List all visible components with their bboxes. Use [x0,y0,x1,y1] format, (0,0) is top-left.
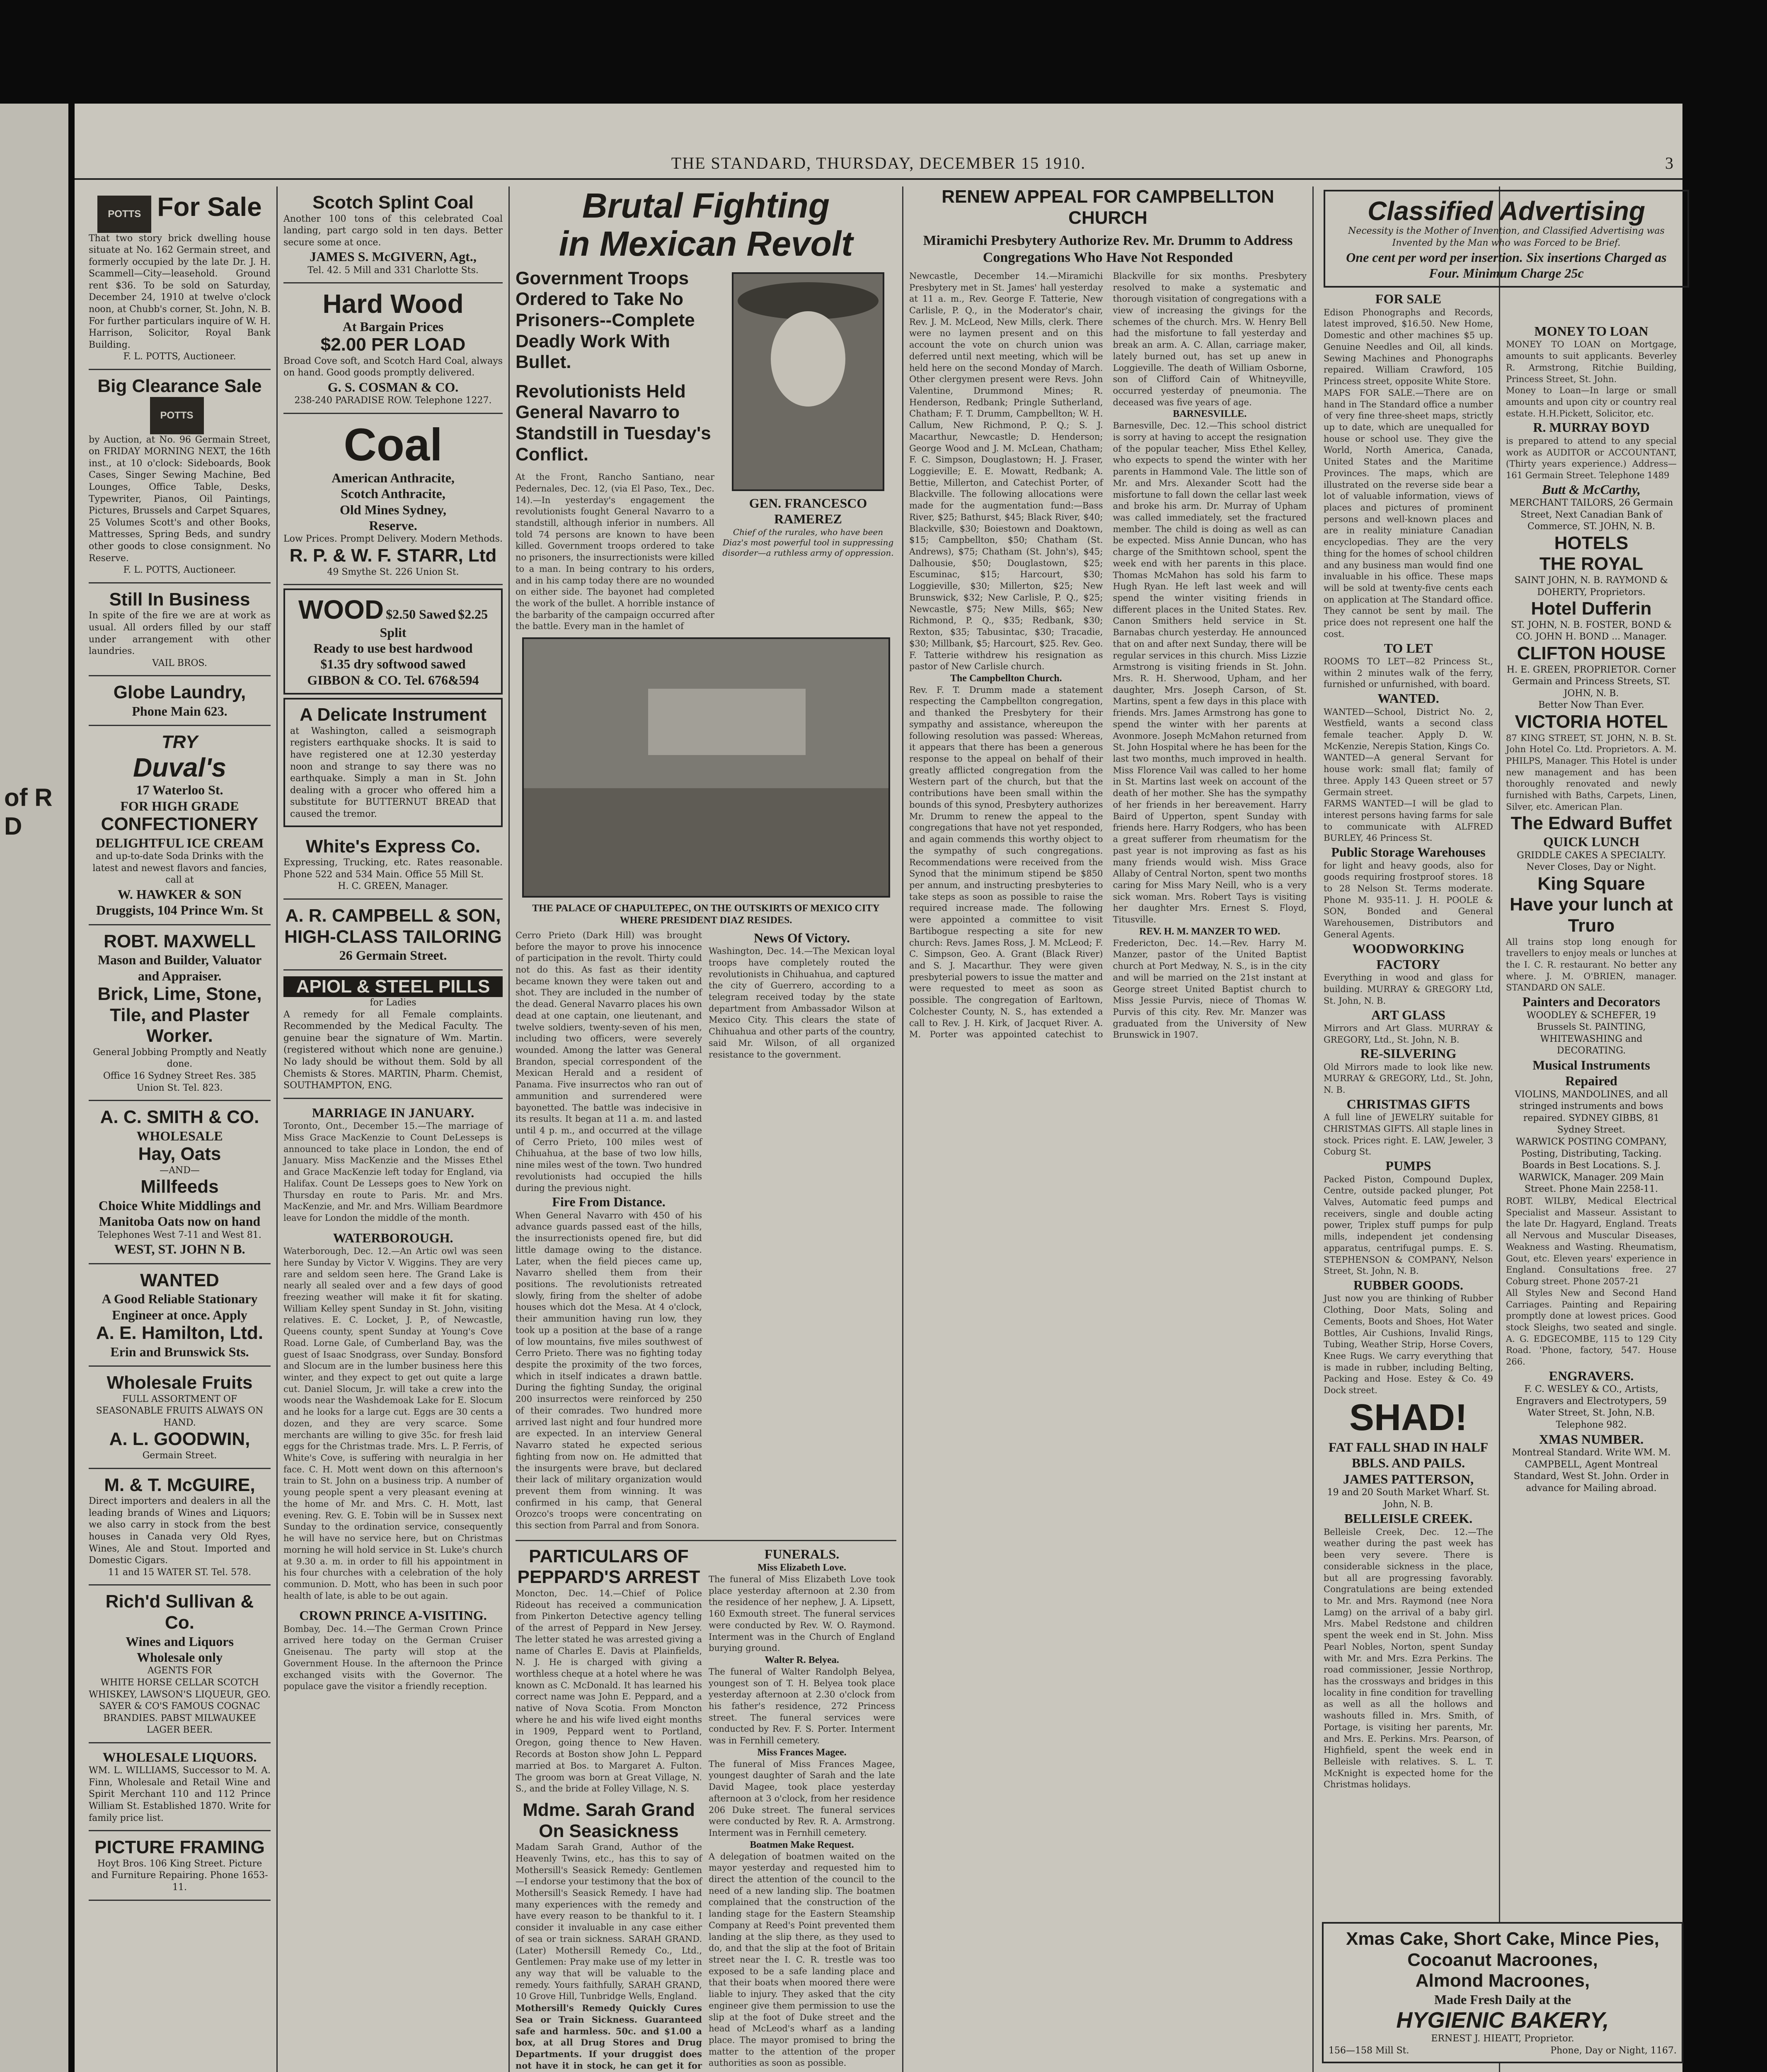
campbellton-heading: RENEW APPEAL FOR CAMPBELLTON CHURCH [942,186,1274,228]
wood-name: GIBBON & CO. Tel. 676&594 [307,672,479,687]
picture-framing-ad [89,1831,271,1900]
photo-caption: THE PALACE OF CHAPULTEPEC, ON THE OUTSKIRTS OF MEXICO CITY WHERE PRESIDENT DIAZ RESIDES. [532,903,880,926]
art-glass-body: Mirrors and Art Glass. MURRAY & GREGORY, Ltd., St. John, N. B. [1324,1023,1493,1045]
story-part-1: At the Front, Rancho Santiano, near Pedernales, Dec. 12, (via El Paso, Tex., Dec. 14).—In yesterday's engagement the revolutionists fought General Navarro to a standstill, although inferior in numbers. All told 74 persons are known to have been killed. Government troops ordered to take no prisoners, the insurrectionists were killed to a man. In being contrary to his orders, and in his camp today there are no wounded on either side. The bayonet had completed the work of the bullet. A horrible instance of the barbarity of the campaign occurred after the battle. Every man in the hamlet of [516,472,714,632]
maxwell-sub: Mason and Builder, Valuator and Appraiser. [97,952,262,983]
mcguire-body: Direct importers and dealers in all the leading brands of Wines and Liquors; we also carry in stock from the best houses in Canada very Old Ryes, Wines, Ale and Stout. Imported and Domestic Cigars. [89,1496,271,1566]
mcguire-addr: 11 and 15 WATER ST. Tel. 578. [108,1567,252,1578]
pills-sub: for Ladies [370,997,416,1008]
shad-name: JAMES PATTERSON, [1343,1471,1474,1486]
wood-p3: $1.35 dry softwood sawed [320,656,466,672]
manzer-heading: REV. H. M. MANZER TO WED. [1139,926,1280,937]
globe-heading: Globe Laundry, [113,682,246,703]
still-body: In spite of the fire we are at work as usual. All orders filled by our staff under arrangement with other laundries. [89,610,271,657]
coal-l5: Low Prices. Prompt Delivery. Modern Methods. [283,534,503,545]
story-lower-row [516,930,896,1532]
buffet-body: GRIDDLE CAKES A SPECIALTY. Never Closes, Day or Night. [1517,850,1666,873]
barnesville-heading: BARNESVILLE. [1173,409,1247,420]
whites-body: Expressing, Trucking, etc. Rates reasonable. Phone 522 and 534 Main. Office 55 Mill St. [283,857,503,880]
for-sale-phonographs: Edison Phonographs and Records, latest improved, $16.50. New Home, Domestic and other machines $5 up. Genuine Needles and Oil, all kinds. Sewing Machines and Phonographs repaired. William Crawford, 105 Princess street, opposite White Store. [1324,307,1493,387]
hardwood-sub: At Bargain Prices [342,319,444,334]
wood-p2: $2.25 Split [380,607,488,640]
wanted-body: A Good Reliable Stationary Engineer at once. Apply [102,1291,258,1322]
campbell-sub: HIGH-CLASS TAILORING [284,926,502,947]
smith-name: A. C. SMITH & CO. [100,1107,259,1128]
williams-ad [89,1743,271,1831]
scotch-body: Another 100 tons of this celebrated Coal landing, part cargo sold in ten days. Better secure some at once. [283,213,503,248]
bakery-phone: Phone, Day or Night, 1167. [1550,2045,1677,2056]
whites-express-ad [283,830,503,900]
sullivan-sub: Wines and Liquors [126,1634,234,1649]
shad-addr: 19 and 20 South Market Wharf. St. John, N. B. [1327,1487,1490,1510]
whites-heading: White's Express Co. [305,836,481,857]
shad-ad [1324,1397,1493,1510]
story-right [709,930,895,1532]
column-6 [1500,186,1682,2072]
pumps-body: Packed Piston, Compound Duplex, Centre, outside packed plunger, Pot Valves, Automatic feed pumps and receivers, single and double acting power, Triplex stuff pumps for pulp mills, independent jet condensing apparatus, centrifugal pumps. E. S. STEPHENSON & COMPANY, Nelson Street, St. John, N. B. [1324,1174,1493,1276]
page-number: 3 [1665,154,1674,172]
face-shape [771,311,845,407]
globe-laundry-ad [89,676,271,726]
buffet-sub: QUICK LUNCH [1543,834,1639,850]
boyd-heading: R. MURRAY BOYD [1533,420,1650,435]
hardwood-addr: 238-240 PARADISE ROW. Telephone 1227. [294,395,492,406]
headline-line-1: Brutal Fighting [582,186,830,225]
boyd-body: is prepared to attend to any special work as AUDITOR or ACCOUNTANT, (Thirty years experience.) Address—161 Germain Street. Telephone 1489 [1506,436,1677,480]
xmas-gifts-body: A full line of JEWELRY suitable for CHRISTMAS GIFTS. All staple lines in stock. Prices right. E. LAW, Jeweler, 3 Coburg St. [1324,1112,1493,1157]
bakery-addr: 156—158 Mill St. [1329,2045,1409,2056]
newspaper-page [75,104,1682,2072]
still-signature: VAIL BROS. [152,658,207,668]
coal-name: R. P. & W. F. STARR, Ltd [289,545,497,566]
whites-name: H. C. GREEN, Manager. [338,881,448,892]
bottom-stories [516,1540,896,2072]
pills-heading: APIOL & STEEL PILLS [283,976,503,997]
funerals-heading: FUNERALS. [764,1546,840,1561]
smith-ad [89,1101,271,1264]
musical-heading: Musical Instruments Repaired [1532,1057,1650,1089]
instrument-heading: A Delicate Instrument [300,704,487,725]
williams-heading: WHOLESALE LIQUORS. [102,1749,257,1765]
hygienic-bakery-ad [1322,1922,1683,2063]
funeral-sub-2: Walter R. Belyea. [765,1655,839,1666]
funeral-3: The funeral of Miss Frances Magee, youngest daughter of Sarah and the late David Magee, took place yesterday afternoon at 3 o'clock, from her residence 206 Duke street. The funeral services were conducted by Rev. R. A. Armstrong. Interment was in Fernhill cemetery. [709,1759,895,1838]
picture-body: Hoyt Bros. 106 King Street. Picture and Furniture Repairing. Phone 1653-11. [91,1858,268,1893]
victoria-heading: VICTORIA HOTEL [1515,711,1668,732]
peppard-heading: PARTICULARS OF PEPPARD'S ARREST [517,1546,700,1588]
clifton-heading: CLIFTON HOUSE [1517,643,1666,664]
sub-heading-fire: Fire From Distance. [552,1194,666,1210]
hotels-heading: HOTELS [1554,533,1629,553]
warwick-body: WARWICK POSTING COMPANY, Posting, Distributing, Tacking. Boards in Best Locations. S. J. WARWICK, Manager. 209 Main Street. Phone Main 2258-11. [1515,1137,1667,1195]
headline-line-2: in Mexican Revolt [559,224,853,264]
victoria-body: 87 KING STREET, ST. JOHN, N. B. St. John Hotel Co. Ltd. Proprietors. A. M. PHILPS, Manager. This Hotel is under new management and has been thoroughly renovated and newly furnished with Baths, Carpets, Linen, Silver, etc. American Plan. [1506,733,1677,812]
sullivan-agents: AGENTS FOR [147,1665,212,1676]
mcguire-ad [89,1469,271,1586]
fruits-addr: Germain Street. [142,1450,217,1461]
smith-phone: Telephones West 7-11 and West 81. [98,1230,261,1240]
strip-text: of R D [4,784,53,840]
maxwell-name: ROBT. MAXWELL [104,931,256,951]
sullivan-name: Rich'd Sullivan & Co. [105,1591,254,1633]
ground-shape [524,788,888,896]
globe-phone: Phone Main 623. [132,703,228,719]
victoria-pre: Better Now Than Ever. [1538,700,1644,711]
for-sale-heading: For Sale [157,192,262,222]
instrument-ad [283,698,503,827]
crown-body: Bombay, Dec. 14.—The German Crown Prince arrived here today on the German Cruiser Gneisenau. The party will stop at the Government House. In the afternoon the Prince exchanged visits with the Governor. The populace gave the visitor a friendly reception. [283,1624,503,1692]
butt-heading: Butt & McCarthy, [1542,482,1641,497]
story-part-4: Washington, Dec. 14.—The Mexican loyal troops have completely routed the revolutionists in Chihuahua, and captured the city of Guerrero, according to a telegram received today by the state department from Ambassador Wilson at Mexico City. This clears the state of Chihuahua and other parts of the country, said Mr. Wilson, of all organized resistance to the government. [709,946,895,1060]
classified-rate: One cent per word per insertion. Six insertions Charged as Four. Minimum Charge 25c [1346,249,1667,281]
portrait-column [721,268,895,632]
bakery-footer [1329,2045,1677,2057]
duval-name: Duval's [133,752,227,782]
instrument-body: at Washington, called a seismograph registers earthquake shocks. It is said to have registered one at 12.30 yesterday noon and strange to say there was no earthquake. Simply a man in St. John dealing with a grocer who offered him a substitute for BUTTERNUT BREAD that caused the tremor. [290,726,496,819]
truro-body: All trains stop long enough for travellers to enjoy meals or lunches at the I. C. R. restaurant. No better any where. J. M. O'BRIEN, manager. STANDARD ON SALE. [1506,937,1677,993]
waterborough-body: Waterborough, Dec. 12.—An Artic owl was seen here Sunday by Victor V. Wiggins. They are very rare and seldom seen here. The Grand Lake is nearly all sealed over and a few days of good freezing weather will make it fit for skating. William Kelley spent Sunday in St. John, visiting relatives. E. C. Locket, J. P., of Newcastle, Queens county, spent Sunday at Young's Cove Road. Lorne Gale, of Cumberland Bay, was the guest of Isaac Snodgrass, over Sunday. Bonsford and Slocum are in the lumber business here this winter, and they expect to get out quite a large cut. Daniel Slocum, Jr. will take a crew into the woods near the Washdemoak Lake for E. Slocum and he looks for a large cut. Eggs are 30 cents a dozen, and they are very scarce. Some merchants are willing to give 35c. for fresh laid eggs for the Christmas trade. Mrs. L. P. Ferris, of White's Cove, is suffering with neuralgia in her face. C. H. Mott went down on this afternoon's train to St. John on a business trip. A number of young people spent a very pleasant evening at the home of Mr. and Mrs. C. H. Mott, last evening. Rev. G. E. Tobin will be in Sussex next Sunday to the ordination service, consequently he will have no service here, but on Christmas morning he will hold service in St. Luke's church at 9.30 a. m. in order to fill his appointment in his four churches with a celebration of the holy communion. D. Mott, who has been in such poor health of late, is able to be out again. [283,1246,503,1601]
wood-body: Ready to use best hardwood [313,641,473,656]
pills-ad [283,971,503,1099]
shad-heading: SHAD! [1349,1397,1467,1438]
bakery-owner: ERNEST J. HIEATT, Proprietor. [1431,2033,1574,2044]
bakery-line-4: Made Fresh Daily at the [1434,1992,1571,2007]
funeral-sub-1: Miss Elizabeth Love. [758,1562,846,1573]
smith-addr: WEST, ST. JOHN N B. [114,1242,245,1257]
royal-body: SAINT JOHN, N. B. RAYMOND & DOHERTY, Proprietors. [1514,575,1668,598]
wanted-addr: Erin and Brunswick Sts. [110,1344,249,1359]
story-top-row [516,268,896,632]
wanted-1: WANTED—School, District No. 2, Westfield, wants a second class female teacher. Apply D. W. McKenzie, Nerepis Station, Kings Co. [1324,707,1493,751]
king-square-heading: King Square [1537,873,1645,894]
smith-wholesale: WHOLESALE [136,1128,223,1143]
smith-body: Choice White Middlings and Manitoba Oats now on hand [98,1198,261,1229]
scotch-coal-ad [283,186,503,283]
portrait-caption: Chief of the rurales, who have been Diaz's most powerful tool in suppressing disorder—a ruthless army of oppression. [722,527,894,558]
campbellton-story-2: Rev. F. T. Drumm made a statement respecting the Campbellton congregation, and thanked the Presbytery for their sympathy and assistance, whereupon the following resolution was passed: Whereas, it appears that there has been a generous response to the appeal on behalf of their greatly afflicted congregation from the Western part of the church, but that the contributions have been small within the bounds of this synod, Presbytery authorizes Mr. Drumm to renew the appeal to the congregations that have not yet responded, and again commends this worthy object to the sympathy of such congregations. Recommendations were received from the Synod that the minimum stipend be $850 per annum, and instructing presbyteries to take steps as soon as possible to raise the required increase made. The following were appointed a committee to visit Bartibogue respecting a site for new church: Revs. James Ross, J. M. McLeod; F. C. Simpson, Geo. A. Grant (Black River) and S. J. Macarthur. They were given presbyterial powers to issue the matter and were requested to meet as soon as possible. The congregation of Earltown, Colchester County, N. S., has extended a call to Rev. J. H. Kirk, of Jacquet River. A. M. Porter was appointed catechist to Blackville for six months. Presbytery resolved to make a systematic and thorough visitation of congregations with a view of increasing the givings for the schemes of the church. Mrs. W. Henry Bell had the misfortune to fall yesterday and break an arm. A. C. Allan, carriage maker, lately burned out, has set up anew in Loggieville. The death of William Osborne, son of Clifford Cain of Whitneyville, occurred yesterday of pneumonia. The deceased was five years of age. [909,271,1307,1040]
rubber-body: Just now you are thinking of Rubber Clothing, Door Mats, Soling and Cements, Boots and Shoes, Hot Water Bottles, Air Cushions, Invalid Rings, Tubing, Weather Strip, Horse Covers, Knee Rugs. We carry everything that is made in rubber, including Belting, Packing and Hose. Estey & Co. 49 Dock street. [1324,1293,1493,1396]
still-heading: Still In Business [109,589,250,610]
clearance-ad [89,370,271,583]
bakery-name: HYGIENIC BAKERY, [1396,2008,1609,2033]
boatmen-body: A delegation of boatmen waited on the mayor yesterday and requested him to direct the attention of the council to the need of a new landing slip. The boatmen complained that the construction of the landing stage for the Eastern Steamship Company at Reed's Point prevented them landing at the slip there, as they used to do, and that the slip at the foot of Britain street near the I. C. R. trestle was too exposed to be a safe landing place and that their boats when moored there were liable to injury. They asked that the city engineer give them permission to use the slip at the foot of Duke street and the head of McLeod's wharf as a landing place. The mayor promised to bring the matter to the attention of the proper authorities as soon as possible. [709,1851,895,2068]
edgecombe-body: All Styles New and Second Hand Carriages. Painting and Repairing promptly done at lowest prices. Good stock Sleighs, two seated and single. A. G. EDGECOMBE, 115 to 129 City Road. 'Phone, factory, 547. House 266. [1506,1288,1677,1367]
dufferin-body: ST. JOHN, N. B. FOSTER, BOND & CO. JOHN H. BOND ... Manager. [1510,620,1672,642]
masthead [75,153,1682,180]
story-left [516,930,702,1532]
for-sale-body: That two story brick dwelling house situate at No. 162 Germain street, and formerly occupied by the late Dr. J. H. Scammell—City—leasehold. Ground rent $36. To be sold on Saturday, December 24, 1910 at twelve o'clock noon, at Chubb's corner, St. John, N. B. For further particulars inquire of W. H. Harrison, Solicitor, Royal Bank Building. [89,233,271,350]
truro-heading: Have your lunch at Truro [1510,894,1673,936]
campbell-heading: A. R. CAMPBELL & SON, [285,905,501,926]
wilby-body: ROBT. WILBY, Medical Electrical Specialist and Masseur. Assistant to the late Dr. Hagyard, England. Treats all Nervous and Muscular Diseases, Weakness and Wasting. Rheumatism, Gout, etc. Eleven years' experience in England. Consultations free. 27 Coburg street. Phone 2057-21 [1506,1196,1677,1287]
wood-heading: WOOD [298,595,384,625]
sullivan-sub2: Wholesale only [136,1649,223,1665]
story-part-2: Cerro Prieto (Dark Hill) was brought before the mayor to prove his innocence of participation in the revolt. Thirty could not do this. As fast as their identity became known they were taken out and shot. They are included in the number of the dead. General Navarro places his own dead at one captain, one lieutenant, and twelve soldiers, twenty-seven of his men, including two officers, were severely wounded. Among the latter was General Brandon, special correspondent of the Mexican Herald and a resident of Panama. Five insurrectos who ran out of ammunition and surrendered were bayonetted. The battle was indecisive in its results. It began at 11 a. m. and lasted until 4 p. m., and occurred at the village of Cerro Prieto, 100 miles west of Chihuahua, at the base of two low hills, nine miles west of the town. Two hundred revolutionists had occupied the hills during the previous night. [516,930,702,1193]
woodworking-heading: WOODWORKING FACTORY [1352,941,1464,972]
fruits-heading: Wholesale Fruits [107,1372,253,1393]
clifton-body: H. E. GREEN, PROPRIETOR. Corner Germain and Princess Streets, ST. JOHN, N. B. [1506,664,1676,699]
column-4 [903,186,1314,2072]
news-heading: News Of Victory. [754,930,850,945]
duval-line1: FOR HIGH GRADE [120,798,239,813]
fruits-name: A. L. GOODWIN, [109,1429,250,1450]
money-1: MONEY TO LOAN on Mortgage, amounts to suit applicants. Beverley R. Armstrong, Ritchie Building, Princess Street, St. John. [1506,339,1677,384]
palace-shape [648,689,806,755]
marriage-body: Toronto, Ont., December 15.—The marriage of Miss Grace MacKenzie to Count DeLesseps is announced to take place in London, the end of January. Miss MacKenzie and the Misses Ethel and Grace MacKenzie left today for England, via Halifax. Count De Lesseps goes to New York on Thursday en route to Paris. Mr. and Mrs. MacKenzie, and Mr. and Mrs. William Beardmore leave for London the middle of the month. [283,1121,503,1223]
potts-flag-logo: POTTS [97,196,151,233]
hardwood-body: Broad Cove soft, and Scotch Hard Coal, always on hand. Good goods promptly delivered. [283,356,503,378]
smith-and: —AND— [160,1165,200,1176]
marriage-article [283,1099,503,1692]
sarah-body: Madam Sarah Grand, Author of the Heavenly Twins, etc., has this to say of Mothersill's Seasick Remedy: Gentlemen—I endorse your testimony that the box of Mothersill's Seasick Remedy. I have had many experiences with the remedy and have every reason to be thankful to it. I consider it invaluable in any case either of sea or train sickness. SARAH GRAND. (Later) Mothersill Remedy Co., Ltd., Gentlemen: Pray make use of my letter in any way that will be valuable to the remedy. Yours faithfully, SARAH GRAND, 10 Grove Hill, Tunbridge Wells, England. [516,1842,702,2002]
campbell-addr: 26 Germain Street. [339,948,447,963]
mcguire-name: M. & T. McGUIRE, [104,1474,255,1495]
maxwell-ad [89,925,271,1101]
funeral-1: The funeral of Miss Elizabeth Love took place yesterday afternoon at 2.30 from the residence of her nephew, J. A. Lipsett, 160 Exmouth street. The funeral services were conducted by Rev. W. O. Raymond. Interment was in the Church of England burying ground. [709,1574,895,1653]
xmas-gifts-heading: CHRISTMAS GIFTS [1346,1096,1470,1111]
resilver-body: Old Mirrors made to look like new. MURRAY & GREGORY, Ltd., St. John, N. B. [1324,1062,1493,1095]
adjacent-page-strip [0,104,68,2072]
potts-flag-logo: POTTS [150,397,204,434]
ramerez-portrait [732,272,884,491]
coal-l1: American Anthracite, [332,470,455,485]
coal-l2: Scotch Anthracite, [341,486,445,501]
scotch-heading: Scotch Splint Coal [312,192,474,213]
classified-tagline: Necessity is the Mother of Invention, and Classified Advertising was Invented by the Man who was Forced to be Brief. [1348,226,1665,248]
masthead-title: THE STANDARD, THURSDAY, DECEMBER 15 1910. [671,154,1086,172]
campbell-tailoring-ad [283,900,503,971]
campbellton-story: Newcastle, December 14.—Miramichi Presbytery met in St. James' hall yesterday at 11 a. m., Rev. George F. Tatterie, New Carlisle, P. Q., in the Moderator's chair, Rev. J. M. McLeod, New Mills, clerk. There were no laymen present and on this account the vote on church union was deferred until next meeting, which will be held here on the second Monday of March. Other clergymen present were Revs. John Valentine, Drummond Mines; R. Henderson, Redbank; Pringle Sutherland, Chatham; F. T. Drumm, Campbellton; W. H. Callum, New Richmond, P. Q.; S. J. Macarthur, Newcastle; D. Henderson; George Wood and J. M. McLean, Chatham; F. C. Simpson, Douglastown; H. J. Fraser, Loggieville; E. E. Mowatt, Redbank; A. Bettie, Millerton, and Catechist Porter, of Blackville. The following allocations were made for the augmentation fund:—Bass River, $25; Bathurst, $45; Black River, $40; Blackville, $30; Boiestown and Doaktown, $15; Campbellton, $50; Chatham (St. Andrews), $75; Chatham (St. John's), $45; Dalhousie, $50; Douglastown, $25; Escuminac, $15; Harcourt, $30; Loggieville, $30; Millerton, $25; New Brunswick, $32; New Carlisle, P. Q., $25; Newcastle, $75; New Mills, $65; New Richmond, P. Q., $35; Redbank, $30; Rexton, $35; Tabusintac, $30; Tracadie, $30; Millbank, $5; Harcourt, $25. Rev. Geo. F. Tatterie withdrew his resignation as pastor of New Carlisle church. [909,271,1103,672]
painters-body: WOODLEY & SCHEFER, 19 Brussels St. PAINTING, WHITEWASHING and DECORATING. [1526,1010,1656,1056]
to-let-heading: TO LET [1384,640,1433,656]
art-glass-heading: ART GLASS [1371,1007,1445,1022]
duval-address: 17 Waterloo St. [136,782,223,798]
duval-line4: and up-to-date Soda Drinks with the latest and newest flavors and fancies, call at [92,851,267,886]
wanted-heading: WANTED [140,1270,219,1290]
dufferin-heading: Hotel Dufferin [1531,598,1652,619]
chapultepec-photo [522,637,890,898]
wanted-ad [89,1264,271,1367]
williams-body: WM. L. WILLIAMS, Successor to M. A. Finn, Wholesale and Retail Wine and Spirit Merchant 110 and 112 Prince William St. Established 1870. Write for family price list. [89,1765,271,1823]
engravers-heading: ENGRAVERS. [1549,1368,1634,1383]
for-sale-heading: FOR SALE [1375,291,1442,307]
classified-heading: Classified Advertising [1368,196,1645,226]
maps-for-sale: MAPS FOR SALE.—There are on hand in The Standard office a number of very fine three-sheet maps, strictly up to date, which are unequalled for house or school use. They give the World, North America, Canada, United States and the Maritime Provinces. The maps, which are illustrated on the reverse side bear a lot of valuable information, views of places and pictures of prominent persons and well-known places and are in reality miniature Canadian encyclopedias. They are the very thing for the homes of school children and any business man would find one invaluable in his office. These maps will be sold at twenty-five cents each on application at The Standard office. They cannot be sent by mail. The price does not represent one half the cost. [1324,387,1493,639]
duval-line2: CONFECTIONERY [101,814,259,835]
maxwell-addr: Office 16 Sydney Street Res. 385 Union St. Tel. 823. [103,1070,257,1093]
fruits-ad [89,1367,271,1469]
sarah-heading: Mdme. Sarah Grand On Seasickness [523,1799,695,1841]
portrait-caption-name: GEN. FRANCESCO RAMEREZ [749,495,867,527]
peppard-body: Moncton, Dec. 14.—Chief of Police Rideout has received a communication from Pinkerton Detective agency telling of the arrest of Peppard in New Jersey. The letter stated he was arrested giving a name of Charles E. Davis at Plainfields, N. J. He is charged with giving a worthless cheque at a hotel where he was known as C. McDonald. It has learned his correct name was John E. Peppard, and a native of Nova Scotia. From Moncton where he and his wife lived eight months in 1909, Peppard went to Portland, Oregon, going thence to New Haven. Records at Boston show John L. Peppard married at Bos. to Margaret A. Fulton. The groom was born at Great Village, N. S., and the bride at Folley Village, N. S. [516,1588,702,1794]
rubber-heading: RUBBER GOODS. [1353,1278,1463,1293]
hardwood-heading: Hard Wood [322,289,464,319]
campbellton-deck: Miramichi Presbytery Authorize Rev. Mr. Drumm to Address Congregations Who Have Not Responded [923,233,1293,265]
wanted-name: A. E. Hamilton, Ltd. [96,1323,264,1343]
painters-heading: Painters and Decorators [1522,994,1660,1009]
scotch-addr: Tel. 42. 5 Mill and 331 Charlotte Sts. [307,265,479,276]
still-in-business-ad [89,583,271,677]
sarah-tail: Mothersill's Remedy Quickly Cures Sea or Train Sickness. Guaranteed safe and harmless. 50c. and $1.00 a box, at all Drug Stores and Drug Departments. If your druggist does not have it in stock, he can get it for [516,2003,702,2071]
duval-line5: W. HAWKER & SON [117,886,242,902]
shad-body: FAT FALL SHAD IN HALF BBLS. AND PAILS. [1328,1439,1489,1471]
bakery-line-3: Almond Macroones, [1415,1970,1590,1991]
storage-heading: Public Storage Warehouses [1331,845,1486,860]
coal-ad [283,414,503,585]
woodworking-body: Everything in wood and glass for building. MURRAY & GREGORY Ltd, St. John, N. B. [1324,973,1493,1006]
column-3-main-story [510,186,903,2072]
smith-millfeeds: Millfeeds [140,1176,219,1197]
waterborough-heading: WATERBOROUGH. [333,1230,453,1245]
butt-body: MERCHANT TAILORS, 26 Germain Street, Next Canadian Bank of Commerce, ST. JOHN, N. B. [1509,498,1673,532]
bakery-line-2: Cocoanut Macroones, [1407,1949,1598,1970]
boatmen-heading: Boatmen Make Request. [750,1839,854,1850]
smith-hay: Hay, Oats [138,1144,221,1164]
xmas-number-heading: XMAS NUMBER. [1539,1431,1644,1447]
maxwell-big: Brick, Lime, Stone, Tile, and Plaster Worker. [97,983,262,1046]
manzer-body: Fredericton, Dec. 14.—Rev. Harry M. Manzer, pastor of the United Baptist church at Port Medway, N. S., is in the city and will be married on the 21st instant at George street United Baptist church to Miss Jessie Purvis, niece of Thomas W. Purvis of this city. Rev. Mr. Manzer was graduated from the University of New Brunswick in 1907. [1113,938,1307,1040]
hardwood-price: $2.00 PER LOAD [320,334,466,355]
duval-line6: Druggists, 104 Prince Wm. St [96,903,263,918]
money-2: Money to Loan—In large or small amounts and upon city or country real estate. H.H.Pickett, Solicitor, etc. [1506,385,1677,419]
funeral-sub-3: Miss Frances Magee. [757,1747,847,1758]
hardwood-name: G. S. COSMAN & CO. [327,379,459,395]
column-2 [278,186,510,2072]
duval-ad [89,726,271,925]
marriage-heading: MARRIAGE IN JANUARY. [312,1105,474,1120]
for-sale-ad [89,186,271,370]
farms-wanted: FARMS WANTED—I will be glad to interest persons having farms for sale to communicate with ALFRED BURLEY, 46 Princess St. [1324,799,1493,843]
picture-heading: PICTURE FRAMING [94,1837,265,1858]
scotch-agent: JAMES S. McGIVERN, Agt., [310,249,477,264]
clearance-heading: Big Clearance Sale [97,376,262,397]
bakery-line-1: Xmas Cake, Short Cake, Mince Pies, [1346,1929,1659,1949]
peppard-story [516,1546,702,2072]
duval-try: TRY [161,732,198,753]
maxwell-body: General Jobbing Promptly and Neatly done. [93,1047,266,1070]
column-1 [83,186,278,2072]
deck-2: Revolutionists Held General Navarro to Standstill in Tuesday's Conflict. [516,381,711,465]
belleisle-heading: BELLEISLE CREEK. [1344,1511,1473,1526]
money-heading: MONEY TO LOAN [1534,324,1648,339]
wanted-heading-classified: WANTED. [1377,691,1439,706]
wood-p1: $2.50 Sawed [386,607,456,622]
storage-body: for light and heavy goods, also for goods requiring frostproof stores. 18 to 28 Nelson St. Terms moderate. Phone M. 935-11. J. H. POOLE & SON, Bonded and General Warehousemen, Distributors and General Agents. [1324,860,1493,939]
duval-line3: DELIGHTFUL ICE CREAM [95,835,264,850]
engravers-body: F. C. WESLEY & CO., Artists, Engravers and Electrotypers, 59 Water Street, St. John, N.B. Telephone 982. [1516,1384,1667,1430]
coal-l3: Old Mines Sydney, [340,502,446,517]
for-sale-signature: F. L. POTTS, Auctioneer. [123,351,236,362]
barnesville-body: Barnesville, Dec. 12.—This school district is sorry at having to accept the resignation of the popular teacher, Miss Ethel Kelley, who expects to spend the winter with her parents in Hammond Vale. The little son of Mr. and Mrs. Alexander Scott had the misfortune to fall down the cellar last week and broke his arm. Dr. Murray of Upham was called immediately, set the fractured member. The child is doing as well as can be expected. Miss Annie Duncan, who has charge of the Smithtown school, spent the week end with her parents in this place. Thomas McMahon has sold his farm to Hugh Ryan. He left last week and will spend the winter visiting friends in different places in the United States. Rev. Canon Smithers held service in St. Barnabas church yesterday. He announced that on and after next Sunday, there will be regular services in this church. Miss Lizzie Armstrong is visiting friends in St. John. Mrs. R. H. Sherwood, Upham, and her daughter, Mrs. Joseph Carson, of St. Martins, spent a few days in this place with friends. Mrs. James Armstrong has gone to spend the winter with her parents at Avonmore. Joseph McMahon returned from St. John Hospital where he has been for the last two months, much improved in health. Miss Florence Vail was called to her home in St. Martins last week on account of the death of her mother. She has the sympathy of her friends in her bereavement. Harry Baird of Upperton, spent Sunday with friends here. Harry Rodgers, who has been a great sufferer from rheumatism for the past year is not improving as fast as his many friends would wish. Miss Grace Allaby of Central Norton, spent two months caring for Miss Mary Neill, who is a very sick woman. Mrs. Robert Tays is visiting her daughter Mrs. Ernest S. Floyd, Titusville. [1113,421,1307,925]
coal-addr: 49 Smythe St. 226 Union St. [327,566,459,577]
xmas-number-body: Montreal Standard. Write WM. M. CAMPBELL, Agent Montreal Standard, West St. John. Order in advance for Mailing abroad. [1512,1447,1671,1493]
coal-l4: Reserve. [369,518,417,533]
pumps-heading: PUMPS [1385,1158,1431,1174]
funerals-story [709,1546,895,2072]
belleisle-body: Belleisle Creek, Dec. 12.—The weather during the past week has been very severe. There is considerable sickness in the place, but all are progressing favorably. Congratulations are being extended to Mr. and Mrs. Raymond (nee Nora Lamg) on the arrival of a baby girl. Mrs. Mabel Redstone and children spent the week end in St. John. Miss Pearl Nobles, Norton, spent Sunday with Mr. and Mrs. Ezra Perkins. The road commissioner, Jessie Northrop, has the crossways and bridges in this locality in fine condition for travelling as well as all the hollows and washouts filled in. Mrs. Smith, of Portage, is visiting her parents, Mr. and Mrs. E. Perkins. Mrs. Pearson, of Highfield, spent the week end in Belleisle with relatives. S. L. T. McKnight is expected home for the Christmas holidays. [1324,1527,1493,1790]
sullivan-ad [89,1585,271,1743]
fruits-body: FULL ASSORTMENT OF SEASONABLE FRUITS ALWAYS ON HAND. [96,1394,264,1428]
campbellton-sub: The Campbellton Church. [950,673,1062,684]
deck-1: Government Troops Ordered to Take No Prisoners--Complete Deadly Work With Bullet. [516,268,695,373]
crown-heading: CROWN PRINCE A-VISITING. [299,1608,487,1623]
campbellton-columns [909,271,1307,1041]
buffet-heading: The Edward Buffet [1510,813,1672,833]
clearance-signature: F. L. POTTS, Auctioneer. [123,565,236,576]
clearance-body: by Auction, at No. 96 Germain Street, on FRIDAY MORNING NEXT, the 16th inst., at 10 o'clock: Sideboards, Book Cases, Singer Sewing Machine, Bed Lounges, Office Table, Desks, Typewriter, Pianos, Oil Paintings, Pictures, Brussels and Carpet Squares, 25 Volumes Scott's and other Books, Mattresses, Spring Beds, and sundry other goods to close consignment. No Reserve. [89,434,271,564]
resilver-heading: RE-SILVERING [1360,1046,1457,1061]
wanted-2: WANTED—A general Servant for house work: small flat; family of three. Apply 143 Queen street or 57 Germain street. [1324,753,1493,797]
royal-heading: THE ROYAL [1539,554,1644,574]
hardwood-ad [283,283,503,414]
funeral-2: The funeral of Walter Randolph Belyea, youngest son of T. H. Belyea took place yesterday afternoon at 2.30 o'clock from his father's residence, 272 Princess street. The funeral services were conducted by Rev. F. S. Porter. Interment was in Fernhill cemetery. [709,1666,895,1746]
story-part-3: When General Navarro with 450 of his advance guards passed east of the hills, the insurrectionists opened fire, but did little damage owing to the distance. Later, when the field pieces came up, Navarro shelled them from their positions. The revolutionists retreated slowly, firing from the shelter of adobe houses which dot the Mesa. At 4 o'clock, their ammunition having run low, they took up a position at the base of a range of low mountains, five miles southwest of Cerro Prieto. There was no fighting today despite the proximity of the two forces, which in itself indicates a drawn battle. During the fighting Sunday, the original 200 insurrectos were reinforced by 250 of their comrades. Two hundred more arrived last night and four hundred more are expected. In an interview General Navarro stated he expected serious fighting from now on. He admitted that the insurgents were brave, but declared their lack of military organization would prevent them from winning. It was confirmed in his camp, that General Orozco's troops were concentrating on this section from Parral and from Sonora. [516,1210,702,1531]
sullivan-body: WHITE HORSE CELLAR SCOTCH WHISKEY, LAWSON'S LIQUEUR, GEO. SAYER & CO'S FAMOUS COGNAC BRANDIES. PABST MILWAUKEE LAGER BEER. [89,1677,271,1736]
deck-column [516,268,714,632]
coal-heading: Coal [344,419,443,470]
pills-body: A remedy for all Female complaints. Recommended by the Medical Faculty. The genuine bear the signature of Wm. Martin. (registered without which none are genuine.) No lady should be without them. Sold by all Chemists & Stores. MARTIN, Pharm. Chemist, SOUTHAMPTON, ENG. [283,1009,503,1091]
wood-ad [283,588,503,695]
musical-body: VIOLINS, MANDOLINES, and all stringed instruments and bows repaired. SYDNEY GIBBS, 81 Sydney Street. [1515,1089,1668,1135]
to-let-body: ROOMS TO LET—82 Princess St., within 2 minutes walk of the ferry, furnished or unfurnished, with board. [1324,656,1493,690]
